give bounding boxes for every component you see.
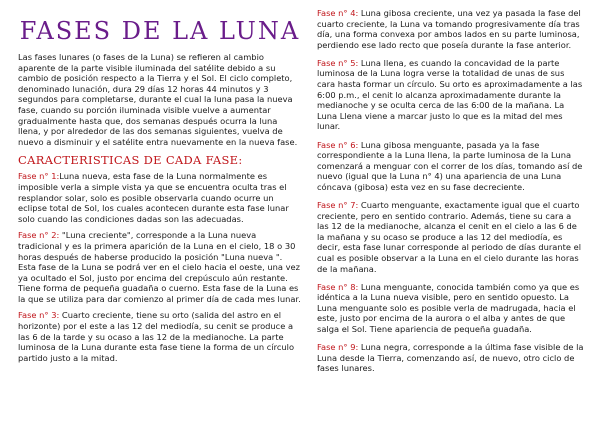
phase-text: Luna nueva, esta fase de la Luna normalmente es imposible verla a simple vista ya que se encuentra oculta tras el resplandor solar, solo es posible observarla cuando ocurre un eclipse total de Sol, los cuales acontecen durante esta fase lunar solo cuando las condiciones dadas son las adecuadas. — [18, 171, 289, 224]
phase-paragraph — [18, 230, 302, 304]
phase-text: Luna menguante, conocida también como ya que es idéntica a la Luna nueva visible, pero en sentido opuesto. La Luna menguante solo es posible verla de madrugada, hacia el este, justo por encima de la aurora o el alba y antes de que salga el Sol. Tiene apariencia de pequeña guadaña. — [317, 281, 580, 335]
phase-paragraph — [317, 8, 585, 50]
intro-paragraph: Las fases lunares (o fases de la Luna) se refieren al cambio aparente de la parte visible iluminada del satélite debido a su cambio de posición respecto a la Tierra y el Sol. El ciclo completo, denominado lunación, dura 29 días 12 horas 44 minutos y 3 segundos para completarse, durante el cual la luna pasa la nueva fase, cuando su porción iluminada visible vuelve a aumentar gradualmente hasta que, dos semanas después ocurra la luna llena, y por alrededor de las dos semanas siguientes, vuelva de nuevo a disminuir y el satélite entra nuevamente en la nueva fase. — [18, 52, 298, 147]
phase-label: Fase n° 5: — [317, 57, 359, 68]
phase-label: Fase n° 2: — [18, 230, 60, 241]
section-title: CARACTERISTICAS DE CADA FASE: — [18, 153, 243, 168]
phase-label: Fase n° 9: — [317, 342, 359, 353]
phase-text: Luna negra, corresponde a la última fase visible de la Luna desde la Tierra, comenzando así, de nuevo, otro ciclo de fases lunares. — [317, 342, 584, 374]
phase-paragraph — [18, 171, 302, 224]
phase-text: "Luna creciente", corresponde a la Luna nueva tradicional y es la primera aparición de la Luna en el cielo, 18 o 30 horas después de haberse producido la posición "Luna nueva ". Esta fase de la Luna se podrá ver en el cielo hacia el oeste, una vez ya ocultado el Sol, justo por encima del crepúsculo aún restante. Tiene forma de pequeña guadaña o cuerno. Esta fase de la Luna es la que se utiliza para dar comienzo al primer día de cada mes lunar. — [18, 230, 301, 304]
phase-paragraph — [18, 310, 302, 363]
phase-label: Fase n° 6: — [317, 139, 359, 150]
phase-paragraph — [317, 282, 585, 335]
phase-text: Cuarto menguante, exactamente igual que el cuarto creciente, pero en sentido contrario. Además, tiene su cara a las 12 de la medianoche, alcanza el cenit en el cielo a las 6 de la mañana y su ocaso se produce a las 12 del mediodía, es decir, esta fase lunar corresponde al periodo de días durante el cual es posible observar a la Luna en el cielo durante las horas de la mañana. — [317, 200, 581, 274]
left-column — [18, 8, 302, 369]
phase-label: Fase n° 8: — [317, 281, 359, 292]
page-title: FASES DE LA LUNA — [19, 17, 301, 45]
phase-text: Cuarto creciente, tiene su orto (salida del astro en el horizonte) por el este a las 12 del mediodía, su cenit se produce a las 6 de la tarde y su ocaso a las 12 de la medianoche. La parte luminosa de la Luna durante esta fase tiene la forma de un círculo partido justo a la mitad. — [18, 310, 295, 363]
phase-paragraph — [317, 200, 585, 274]
phase-label: Fase n° 7: — [317, 200, 359, 210]
phase-label: Fase n° 3: — [18, 310, 60, 321]
phase-paragraph — [317, 140, 585, 193]
phase-text: Luna gibosa menguante, pasada ya la fase correspondiente a la Luna llena, la parte luminosa de la Luna comenzará a menguar con el correr de los días, tomando así de nuevo (igual que la Luna n° 4) una apariencia de una Luna cóncava (gibosa) esta vez en su fase decreciente. — [317, 139, 583, 192]
phase-label: Fase n° 1: — [18, 171, 60, 182]
phase-text: Luna llena, es cuando la concavidad de la parte luminosa de la Luna logra verse la totalidad de unas de sus cara hasta formar un círculo. Su orto es aproximadamente a las 6:00 p.m., el cenit lo alcanza aproximadamente durante la medianoche y se oculta cerca de las 6:00 de la mañana. La Luna Llena viene a marcar justo lo que es la mitad del mes lunar. — [317, 57, 583, 132]
right-column — [317, 8, 585, 381]
phase-label: Fase n° 4: — [317, 8, 359, 18]
phase-text: Luna gibosa creciente, una vez ya pasada la fase del cuarto creciente, la Luna va tomando progresivamente día tras día, una forma convexa por ambos lados en su parte luminosa, perdiendo ese lado recto que poseía durante la fase anterior. — [317, 8, 581, 50]
phase-paragraph — [317, 58, 585, 132]
phase-paragraph — [317, 342, 585, 374]
